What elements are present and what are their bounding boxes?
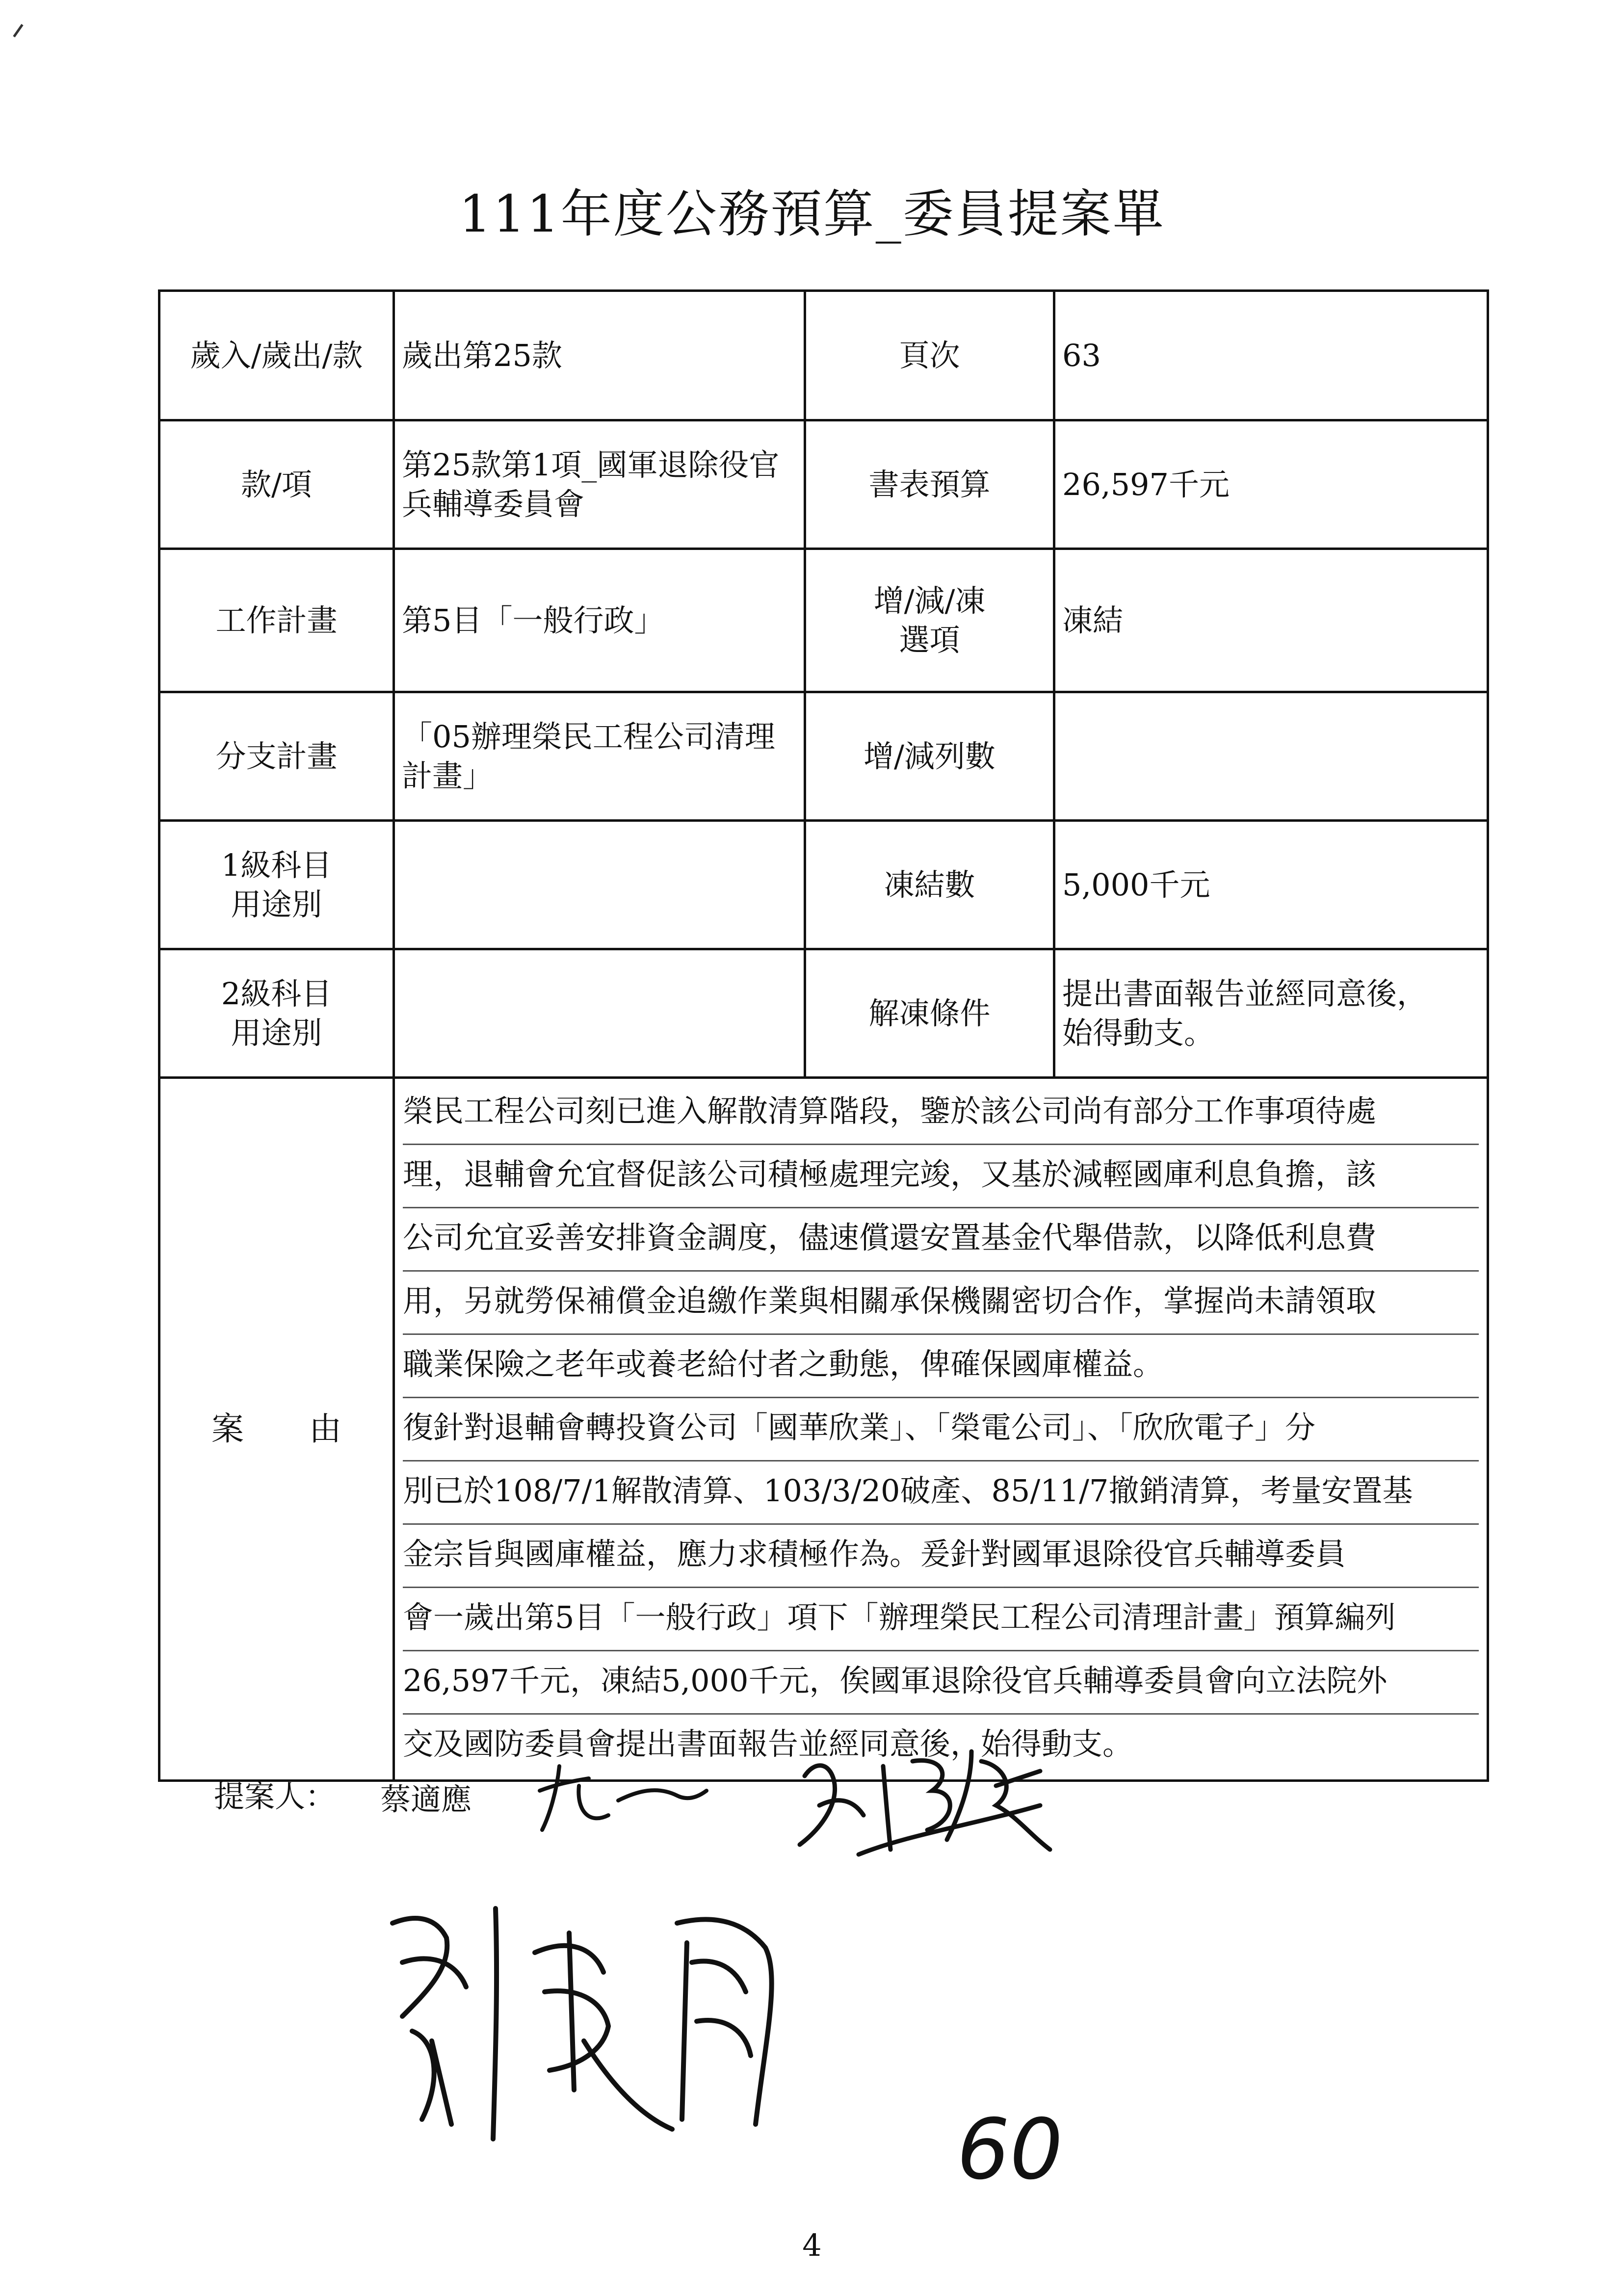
- reason-line: 公司允宜妥善安排資金調度，儘速償還安置基金代舉借款，以降低利息費: [403, 1208, 1479, 1272]
- label-change-option-line1: 增/減/凍: [873, 582, 986, 619]
- label-level2-subject-line1: 2級科目: [221, 975, 332, 1012]
- corner-mark: [13, 24, 23, 37]
- value-branch-plan: [394, 692, 805, 821]
- value-unfreeze-condition: [1054, 949, 1488, 1078]
- label-reason-char1: 案: [211, 1410, 244, 1448]
- form-row-level1-subject: [159, 821, 1488, 949]
- reason-body: [394, 1078, 1488, 1781]
- value-level2-subject: [394, 949, 805, 1078]
- proposer-name: 蔡適應: [380, 1781, 472, 1817]
- value-work-plan: 第5目「一般行政」: [394, 549, 805, 692]
- reason-line: 榮民工程公司刻已進入解散清算階段，鑒於該公司尚有部分工作事項待處: [403, 1082, 1479, 1145]
- value-page: 63: [1054, 291, 1488, 420]
- value-item: [394, 420, 805, 549]
- signature-liu: [373, 1894, 839, 2154]
- label-budget-type: 歲入/歲出/款: [159, 291, 394, 420]
- reason-line: 職業保險之老年或養老給付者之動態，俾確保國庫權益。: [403, 1335, 1479, 1398]
- label-page: 頁次: [805, 291, 1054, 420]
- value-level1-subject: [394, 821, 805, 949]
- reason-line: 理，退輔會允宜督促該公司積極處理完竣，又基於減輕國庫利息負擔，該: [403, 1145, 1479, 1208]
- reason-line: 交及國防委員會提出書面報告並經同意後，始得動支。: [403, 1726, 1133, 1762]
- value-item-line2: 兵輔導委員會: [402, 486, 585, 522]
- form-row-work-plan: [159, 549, 1488, 692]
- label-reason: [159, 1078, 394, 1781]
- label-change-option-line2: 選項: [899, 622, 960, 658]
- signature-chao: [785, 1732, 1060, 1894]
- reason-line: 別已於108/7/1解散清算、103/3/20破產、85/11/7撤銷清算，考量安置基: [403, 1461, 1479, 1525]
- value-frozen-amount: 5,000千元: [1054, 821, 1488, 949]
- value-branch-plan-line1: 「05辦理榮民工程公司清理: [402, 718, 775, 755]
- value-unfreeze-condition-line1: 提出書面報告並經同意後，: [1062, 975, 1428, 1012]
- label-level2-subject-line2: 用途別: [231, 1015, 322, 1051]
- proposer-label: 提案人：: [214, 1778, 336, 1814]
- form-row-level2-subject: [159, 949, 1488, 1078]
- value-unfreeze-condition-line2: 始得動支。: [1062, 1015, 1215, 1051]
- proposal-form-table: [158, 289, 1489, 1782]
- page-title: 111年度公務預算_委員提案單: [459, 184, 1165, 244]
- label-level1-subject: [159, 821, 394, 949]
- signature-tsai: [530, 1756, 711, 1840]
- handwritten-number: [952, 2105, 1089, 2193]
- form-row-branch-plan: [159, 692, 1488, 821]
- handwritten-number-text: 60: [957, 2105, 1063, 2193]
- reason-lines: [395, 1079, 1487, 1779]
- label-unfreeze-condition: 解凍條件: [805, 949, 1054, 1078]
- label-change-amount: 增/減列數: [805, 692, 1054, 821]
- reason-line: 會一歲出第5目「一般行政」項下「辦理榮民工程公司清理計畫」預算編列: [403, 1588, 1479, 1651]
- reason-line: 用，另就勞保補償金追繳作業與相關承保機關密切合作，掌握尚未請領取: [403, 1272, 1479, 1335]
- value-item-line1: 第25款第1項_國軍退除役官: [402, 446, 780, 483]
- label-frozen-amount: 凍結數: [805, 821, 1054, 949]
- reason-line: 復針對退輔會轉投資公司「國華欣業」、「榮電公司」、「欣欣電子」分: [403, 1398, 1479, 1461]
- form-row-item: [159, 420, 1488, 549]
- label-level1-subject-line1: 1級科目: [221, 847, 332, 883]
- label-reason-text: [167, 1409, 386, 1449]
- value-change-amount: [1054, 692, 1488, 821]
- label-change-option: [805, 549, 1054, 692]
- value-budget-amount: 26,597千元: [1054, 420, 1488, 549]
- value-change-option: 凍結: [1054, 549, 1488, 692]
- label-budget-amount: 書表預算: [805, 420, 1054, 549]
- reason-line: 金宗旨與國庫權益，應力求積極作為。爰針對國軍退除役官兵輔導委員: [403, 1525, 1479, 1588]
- reason-line: 26,597千元，凍結5,000千元，俟國軍退除役官兵輔導委員會向立法院外: [403, 1651, 1479, 1715]
- form-row-reason: [159, 1078, 1488, 1781]
- label-reason-char2: 由: [309, 1410, 341, 1448]
- label-work-plan: 工作計畫: [159, 549, 394, 692]
- label-branch-plan: 分支計畫: [159, 692, 394, 821]
- value-budget-type: 歲出第25款: [394, 291, 805, 420]
- page-number: 4: [802, 2227, 822, 2263]
- label-level2-subject: [159, 949, 394, 1078]
- label-level1-subject-line2: 用途別: [231, 886, 322, 922]
- label-item: 款/項: [159, 420, 394, 549]
- form-row-budget-type: [159, 291, 1488, 420]
- value-branch-plan-line2: 計畫」: [402, 757, 494, 794]
